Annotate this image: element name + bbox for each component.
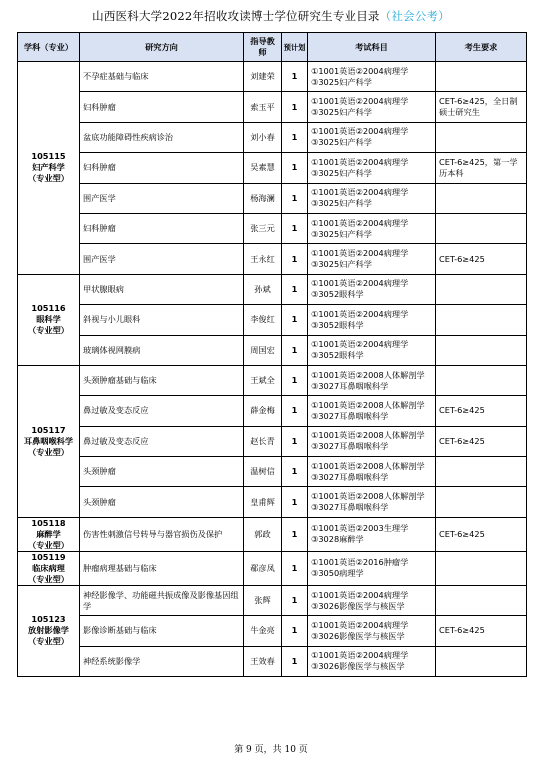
exam-cell <box>308 153 436 183</box>
requirement-cell <box>436 551 527 585</box>
table-row <box>18 122 527 152</box>
subject-line: （专业型） <box>28 573 69 584</box>
plan-cell: 1 <box>282 92 308 122</box>
subject-line: 妇产科学 <box>32 162 65 173</box>
exam-line: ①1001英语②2004病理学 <box>311 308 409 319</box>
subject-line: 耳鼻咽喉科学 <box>23 435 74 446</box>
direction-cell: 神经影像学、功能磁共振成像及影像基因组学 <box>80 585 244 615</box>
exam-cell <box>308 457 436 487</box>
plan-cell: 1 <box>282 487 308 517</box>
exam-line: ①1001英语②2004病理学 <box>311 619 409 630</box>
plan-cell: 1 <box>282 365 308 395</box>
exam-line: ①1001英语②2004病理学 <box>311 650 409 661</box>
plan-cell: 1 <box>282 213 308 243</box>
exam-line: ①1001英语②2004病理学 <box>311 217 409 228</box>
exam-line: ①1001英语②2004病理学 <box>311 187 409 198</box>
exam-line: ③3052眼科学 <box>311 289 364 300</box>
table-row <box>18 305 527 335</box>
table-row <box>18 396 527 426</box>
exam-cell <box>308 487 436 517</box>
advisor-cell: 赵长青 <box>244 426 282 456</box>
subject-cell <box>18 62 80 275</box>
subject-line: 105118 <box>31 517 66 528</box>
advisor-cell: 杨海澜 <box>244 183 282 213</box>
plan-cell: 1 <box>282 244 308 274</box>
requirement-cell: CET-6≥425，第一学历本科 <box>436 153 527 183</box>
table-row <box>18 365 527 395</box>
subject-line: 105117 <box>31 424 66 435</box>
exam-cell <box>308 92 436 122</box>
plan-cell: 1 <box>282 183 308 213</box>
requirement-cell <box>436 365 527 395</box>
subject-cell <box>18 274 80 365</box>
table-row <box>18 457 527 487</box>
exam-line: ①1001英语②2004病理学 <box>311 248 409 259</box>
direction-cell: 甲状腺眼病 <box>80 274 244 304</box>
header-advisor: 指导教师 <box>244 33 282 62</box>
advisor-cell: 周国宏 <box>244 335 282 365</box>
requirement-cell: CET-6≥425，全日制硕士研究生 <box>436 92 527 122</box>
direction-cell: 围产医学 <box>80 244 244 274</box>
plan-cell: 1 <box>282 122 308 152</box>
exam-line: ①1001英语②2004病理学 <box>311 278 409 289</box>
exam-line: ①1001英语②2008人体解剖学 <box>311 430 425 441</box>
table-row <box>18 616 527 646</box>
subject-line: 麻醉学 <box>36 528 61 539</box>
direction-cell: 盆底功能障碍性疾病诊治 <box>80 122 244 152</box>
direction-cell: 影像诊断基础与临床 <box>80 616 244 646</box>
table-row <box>18 153 527 183</box>
exam-cell <box>308 365 436 395</box>
advisor-cell: 温树信 <box>244 457 282 487</box>
exam-line: ①1001英语②2008人体解剖学 <box>311 491 425 502</box>
exam-line: ③3027耳鼻咽喉科学 <box>311 502 389 513</box>
subject-line: 105116 <box>31 303 66 314</box>
exam-line: ①1001英语②2004病理学 <box>311 156 409 167</box>
exam-line: ①1001英语②2004病理学 <box>311 126 409 137</box>
exam-line: ③3025妇产科学 <box>311 259 372 270</box>
direction-cell: 斜视与小儿眼科 <box>80 305 244 335</box>
requirement-cell <box>436 305 527 335</box>
direction-cell: 鼻过敏及变态反应 <box>80 426 244 456</box>
exam-line: ①1001英语②2008人体解剖学 <box>311 399 425 410</box>
advisor-cell: 李俊红 <box>244 305 282 335</box>
subject-cell <box>18 365 80 517</box>
advisor-cell: 刘小春 <box>244 122 282 152</box>
direction-cell: 不孕症基础与临床 <box>80 62 244 92</box>
exam-line: ③3025妇产科学 <box>311 228 372 239</box>
direction-cell: 头颈肿瘤基础与临床 <box>80 365 244 395</box>
direction-cell: 伤害性刺激信号转导与器官损伤及保护 <box>80 517 244 551</box>
exam-cell <box>308 396 436 426</box>
exam-line: ③3026影像医学与核医学 <box>311 600 405 611</box>
advisor-cell: 吴素慧 <box>244 153 282 183</box>
exam-cell <box>308 335 436 365</box>
header-exam: 考试科目 <box>308 33 436 62</box>
plan-cell: 1 <box>282 335 308 365</box>
subject-line: 105123 <box>31 614 66 625</box>
page-title: 山西医科大学2022年招收攻读博士学位研究生专业目录（社会公考） <box>92 9 450 23</box>
subject-cell <box>18 585 80 676</box>
direction-cell: 妇科肿瘤 <box>80 153 244 183</box>
plan-cell: 1 <box>282 585 308 615</box>
direction-cell: 妇科肿瘤 <box>80 213 244 243</box>
exam-line: ①1001英语②2004病理学 <box>311 96 409 107</box>
advisor-cell: 王永红 <box>244 244 282 274</box>
plan-cell: 1 <box>282 646 308 676</box>
subject-line: （专业型） <box>28 636 69 647</box>
requirement-cell <box>436 274 527 304</box>
header-plan: 预计划 <box>282 33 308 62</box>
table-row <box>18 585 527 615</box>
plan-cell: 1 <box>282 551 308 585</box>
plan-cell: 1 <box>282 305 308 335</box>
exam-line: ①1001英语②2004病理学 <box>311 339 409 350</box>
requirement-cell <box>436 213 527 243</box>
exam-line: ①1001英语②2016肿瘤学 <box>311 557 409 568</box>
subject-line: 105115 <box>31 151 66 162</box>
advisor-cell: 孙斌 <box>244 274 282 304</box>
header-requirement: 考生要求 <box>436 33 527 62</box>
exam-cell <box>308 274 436 304</box>
advisor-cell: 薛金梅 <box>244 396 282 426</box>
requirement-cell: CET-6≥425 <box>436 396 527 426</box>
requirement-cell <box>436 62 527 92</box>
page-footer: 第 9 页，共 10 页 <box>234 745 308 755</box>
table-row <box>18 244 527 274</box>
requirement-cell: CET-6≥425 <box>436 426 527 456</box>
exam-line: ③3025妇产科学 <box>311 137 372 148</box>
exam-line: ③3025妇产科学 <box>311 167 372 178</box>
exam-cell <box>308 646 436 676</box>
exam-line: ③3026影像医学与核医学 <box>311 630 405 641</box>
direction-cell: 头颈肿瘤 <box>80 457 244 487</box>
advisor-cell: 郗彦凤 <box>244 551 282 585</box>
exam-line: ①1001英语②2004病理学 <box>311 65 409 76</box>
advisor-cell: 王效春 <box>244 646 282 676</box>
requirement-cell: CET-6≥425 <box>436 244 527 274</box>
subject-cell <box>18 517 80 551</box>
exam-line: ③3026影像医学与核医学 <box>311 661 405 672</box>
advisor-cell: 索玉平 <box>244 92 282 122</box>
exam-line: ③3027耳鼻咽喉科学 <box>311 471 389 482</box>
exam-cell <box>308 616 436 646</box>
requirement-cell <box>436 585 527 615</box>
requirement-cell <box>436 487 527 517</box>
exam-cell <box>308 213 436 243</box>
exam-cell <box>308 585 436 615</box>
plan-cell: 1 <box>282 153 308 183</box>
requirement-cell: CET-6≥425 <box>436 616 527 646</box>
plan-cell: 1 <box>282 517 308 551</box>
plan-cell: 1 <box>282 274 308 304</box>
advisor-cell: 牛金亮 <box>244 616 282 646</box>
direction-cell: 神经系统影像学 <box>80 646 244 676</box>
exam-line: ③3050病理学 <box>311 568 364 579</box>
subject-line: 眼科学 <box>36 314 61 325</box>
table-row <box>18 183 527 213</box>
requirement-cell <box>436 457 527 487</box>
title-highlight: （社会公考） <box>379 9 450 23</box>
table-row <box>18 487 527 517</box>
advisor-cell: 张辉 <box>244 585 282 615</box>
catalog-table <box>17 32 527 677</box>
exam-line: ③3025妇产科学 <box>311 76 372 87</box>
exam-line: ③3025妇产科学 <box>311 107 372 118</box>
exam-line: ③3027耳鼻咽喉科学 <box>311 441 389 452</box>
exam-line: ①1001英语②2004病理学 <box>311 589 409 600</box>
exam-cell <box>308 426 436 456</box>
direction-cell: 头颈肿瘤 <box>80 487 244 517</box>
exam-line: ③3028麻醉学 <box>311 534 364 545</box>
advisor-cell: 刘建荣 <box>244 62 282 92</box>
exam-line: ③3027耳鼻咽喉科学 <box>311 410 389 421</box>
exam-line: ①1001英语②2003生理学 <box>311 523 409 534</box>
exam-line: ③3027耳鼻咽喉科学 <box>311 380 389 391</box>
table-row <box>18 426 527 456</box>
requirement-cell <box>436 183 527 213</box>
subject-line: 105119 <box>31 551 66 562</box>
header-direction: 研究方向 <box>80 33 244 62</box>
table-row <box>18 274 527 304</box>
plan-cell: 1 <box>282 396 308 426</box>
exam-cell <box>308 517 436 551</box>
plan-cell: 1 <box>282 616 308 646</box>
subject-line: （专业型） <box>28 539 69 550</box>
direction-cell: 妇科肿瘤 <box>80 92 244 122</box>
exam-line: ③3052眼科学 <box>311 350 364 361</box>
header-row <box>18 33 527 62</box>
requirement-cell <box>436 335 527 365</box>
plan-cell: 1 <box>282 62 308 92</box>
exam-cell <box>308 244 436 274</box>
direction-cell: 围产医学 <box>80 183 244 213</box>
table-row <box>18 335 527 365</box>
advisor-cell: 皇甫辉 <box>244 487 282 517</box>
exam-line: ①1001英语②2008人体解剖学 <box>311 369 425 380</box>
advisor-cell: 张三元 <box>244 213 282 243</box>
header-subject: 学科（专业） <box>18 33 80 62</box>
table-body <box>18 62 527 677</box>
exam-cell <box>308 183 436 213</box>
advisor-cell: 郭政 <box>244 517 282 551</box>
exam-cell <box>308 122 436 152</box>
exam-line: ①1001英语②2008人体解剖学 <box>311 460 425 471</box>
direction-cell: 玻璃体视网膜病 <box>80 335 244 365</box>
subject-line: （专业型） <box>28 173 69 184</box>
requirement-cell <box>436 122 527 152</box>
advisor-cell: 王斌全 <box>244 365 282 395</box>
plan-cell: 1 <box>282 426 308 456</box>
subject-line: （专业型） <box>28 446 69 457</box>
exam-line: ③3025妇产科学 <box>311 198 372 209</box>
direction-cell: 鼻过敏及变态反应 <box>80 396 244 426</box>
subject-line: （专业型） <box>28 325 69 336</box>
direction-cell: 肿瘤病理基础与临床 <box>80 551 244 585</box>
requirement-cell: CET-6≥425 <box>436 517 527 551</box>
exam-line: ③3052眼科学 <box>311 319 364 330</box>
plan-cell: 1 <box>282 457 308 487</box>
exam-cell <box>308 305 436 335</box>
subject-cell <box>18 551 80 585</box>
table-row <box>18 517 527 551</box>
requirement-cell <box>436 646 527 676</box>
subject-line: 临床病理 <box>32 562 65 573</box>
exam-cell <box>308 62 436 92</box>
table-row <box>18 62 527 92</box>
table-row <box>18 92 527 122</box>
table-row <box>18 551 527 585</box>
subject-line: 放射影像学 <box>28 625 69 636</box>
exam-cell <box>308 551 436 585</box>
table-row <box>18 646 527 676</box>
table-row <box>18 213 527 243</box>
